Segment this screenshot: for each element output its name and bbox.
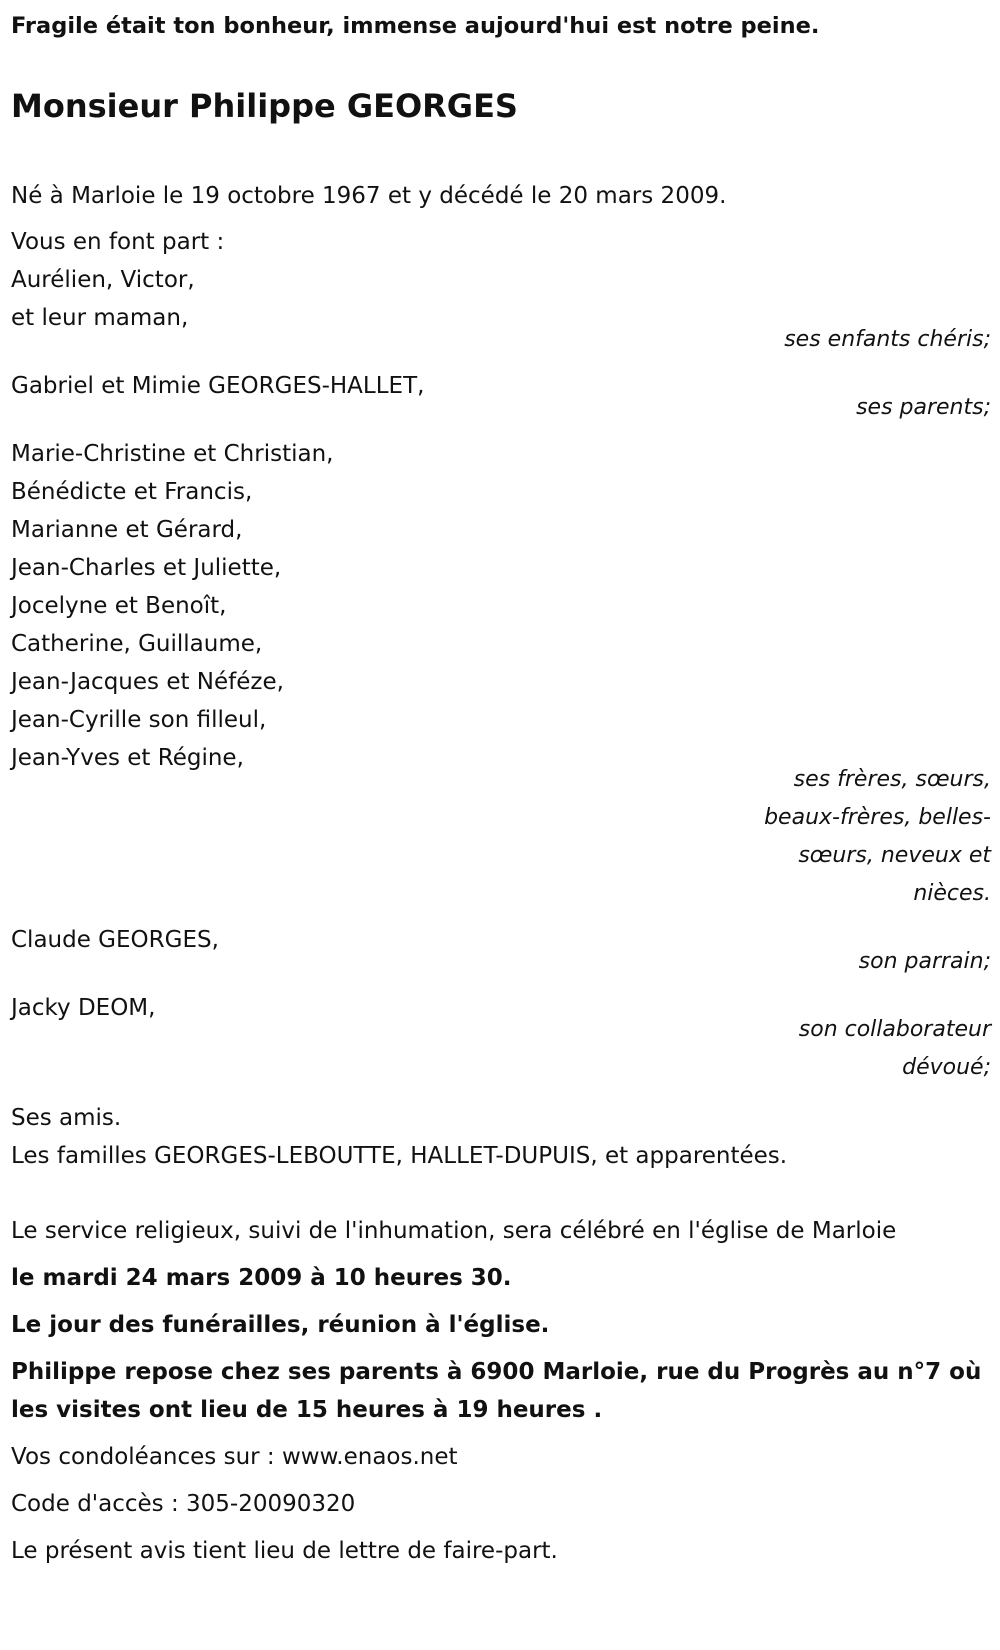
siblings-role-line: nièces. <box>913 881 991 906</box>
children-role: ses enfants chéris; <box>784 327 991 352</box>
godfather-line: Claude GEORGES, <box>11 927 219 953</box>
service-text: Le service religieux, suivi de l'inhumation, sera célébré en l'église de Marloie <box>11 1218 897 1244</box>
children-line-2: et leur maman, <box>11 305 189 331</box>
children-line-1: Aurélien, Victor, <box>11 267 195 293</box>
parents-role: ses parents; <box>856 395 991 420</box>
death-notice <box>11 0 991 1570</box>
sibling-line: Jean-Charles et Juliette, <box>11 555 282 581</box>
collaborator-role-line: son collaborateur <box>798 1017 991 1042</box>
families-line: Les familles GEORGES-LEBOUTTE, HALLET-DUPUIS, et apparentées. <box>11 1143 788 1169</box>
access-code-line: Code d'accès : 305-20090320 <box>11 1491 356 1517</box>
sibling-line: Jocelyne et Benoît, <box>11 593 227 619</box>
sibling-line: Jean-Jacques et Néféze, <box>11 669 284 695</box>
condolences-line: Vos condoléances sur : www.enaos.net <box>11 1444 458 1470</box>
siblings-role-line: sœurs, neveux et <box>798 843 991 868</box>
visits-text: Philippe repose chez ses parents à 6900 Marloie, rue du Progrès au n°7 où les visites ont lieu de 15 heures à 19 heures . <box>11 1359 982 1423</box>
sibling-line: Jean-Cyrille son filleul, <box>11 707 267 733</box>
sibling-line: Marie-Christine et Christian, <box>11 441 334 467</box>
sibling-line: Catherine, Guillaume, <box>11 631 263 657</box>
siblings-role-line: ses frères, sœurs, <box>793 767 991 792</box>
siblings-list <box>11 435 991 777</box>
notice-line: Le présent avis tient lieu de lettre de faire-part. <box>11 1538 558 1564</box>
sibling-line: Jean-Yves et Régine, <box>11 745 244 771</box>
sibling-line: Bénédicte et Francis, <box>11 479 253 505</box>
service-date: le mardi 24 mars 2009 à 10 heures 30. <box>11 1265 512 1291</box>
sibling-line: Marianne et Gérard, <box>11 517 243 543</box>
siblings-role-line: beaux-frères, belles- <box>764 805 991 830</box>
intro-line: Vous en font part : <box>11 229 225 255</box>
funeral-meeting: Le jour des funérailles, réunion à l'église. <box>11 1312 550 1338</box>
collaborator-role <box>721 1011 991 1087</box>
page-title: Monsieur Philippe GEORGES <box>11 87 518 125</box>
godfather-role: son parrain; <box>858 949 991 974</box>
birth-death-line: Né à Marloie le 19 octobre 1967 et y décédé le 20 mars 2009. <box>11 183 727 209</box>
collaborator-line: Jacky DEOM, <box>11 995 156 1021</box>
siblings-role <box>721 761 991 913</box>
collaborator-role-line: dévoué; <box>902 1055 991 1080</box>
friends-line: Ses amis. <box>11 1105 122 1131</box>
motto: Fragile était ton bonheur, immense aujourd'hui est notre peine. <box>11 13 820 39</box>
parents-line: Gabriel et Mimie GEORGES-HALLET, <box>11 373 425 399</box>
